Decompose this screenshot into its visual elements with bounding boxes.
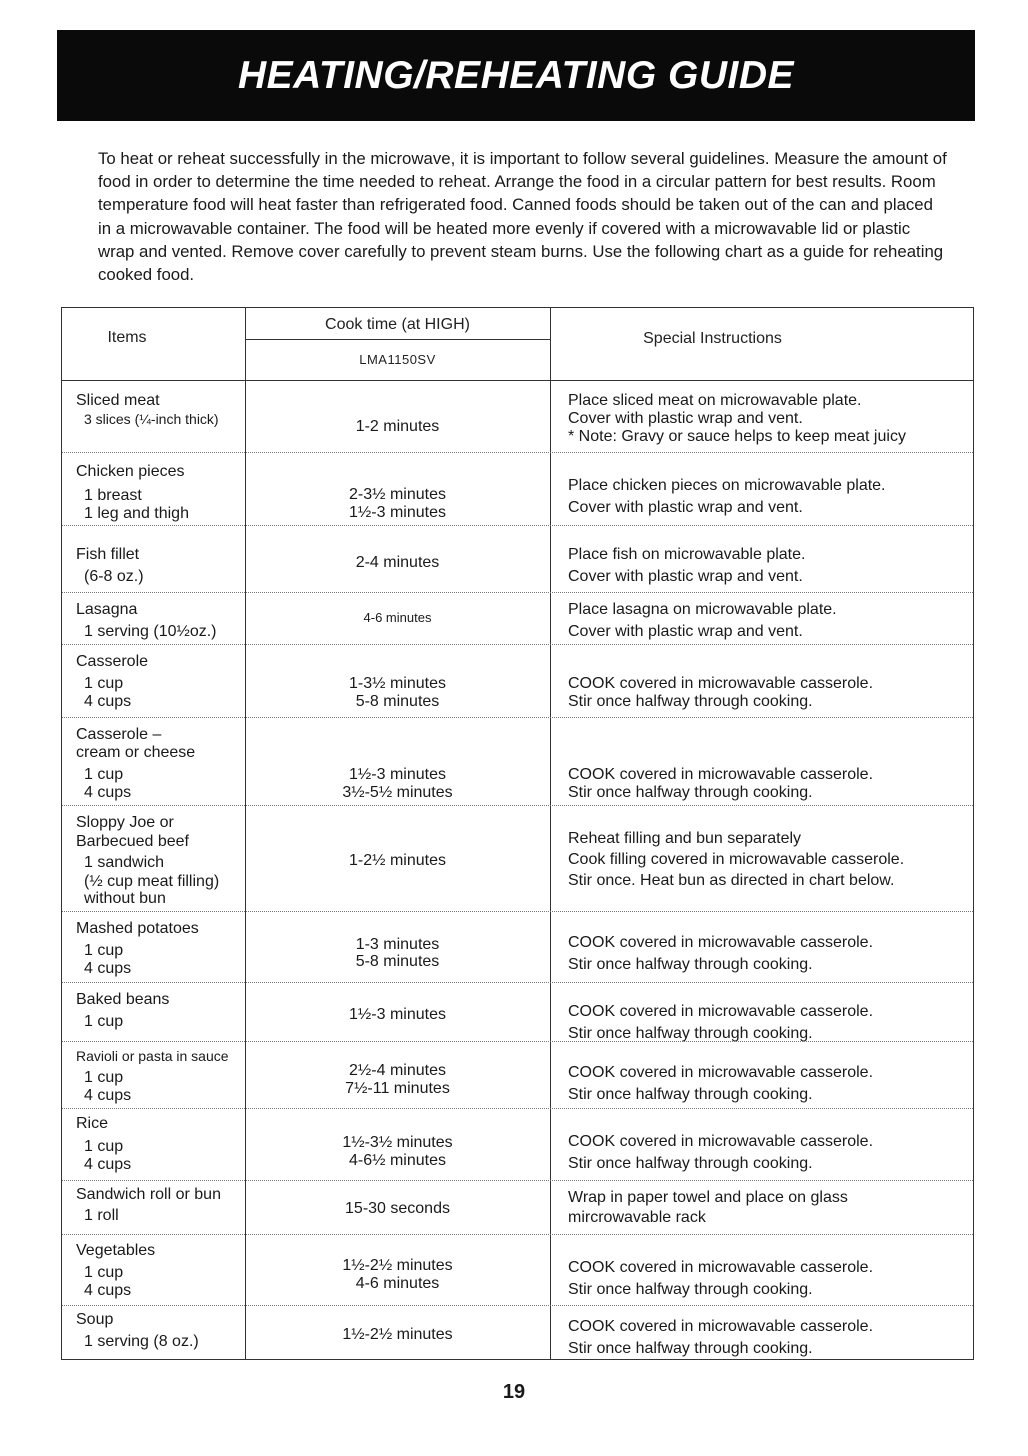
header-model: LMA1150SV <box>359 352 436 367</box>
special-instruction: Reheat filling and bun separately <box>568 830 802 847</box>
cook-time: 4-6 minutes <box>355 1275 440 1292</box>
table-row <box>62 983 973 1042</box>
cook-time: 1-2 minutes <box>355 418 440 435</box>
item-detail: 1 leg and thigh <box>84 505 189 522</box>
header-cook-time: Cook time (at HIGH) <box>325 316 470 333</box>
item-name: Sliced meat <box>76 392 160 409</box>
cook-time: 5-8 minutes <box>355 693 440 710</box>
table-row <box>62 1306 973 1359</box>
cook-time: 1½-3 minutes <box>349 504 446 521</box>
special-instruction: COOK covered in microwavable casserole. <box>568 675 874 692</box>
item-detail: 1 cup <box>84 942 124 959</box>
item-detail: 1 serving (10½oz.) <box>84 623 217 640</box>
title-banner <box>57 30 975 121</box>
item-name: Chicken pieces <box>76 463 185 480</box>
special-instruction: Place lasagna on microwavable plate. <box>568 601 837 618</box>
item-detail: 4 cups <box>84 1282 132 1299</box>
cook-time: 15-30 seconds <box>345 1200 450 1217</box>
cook-time: 5-8 minutes <box>355 953 440 970</box>
special-instruction: COOK covered in microwavable casserole. <box>568 766 874 783</box>
special-instruction: Stir once halfway through cooking. <box>568 1281 813 1298</box>
cook-time: 2-4 minutes <box>355 554 440 571</box>
item-detail: 4 cups <box>84 960 132 977</box>
item-detail: 1 cup <box>84 1013 124 1030</box>
item-name: Fish fillet <box>76 546 140 563</box>
table-row <box>62 1235 973 1306</box>
table-row <box>62 593 973 645</box>
cook-time: 7½-11 minutes <box>345 1080 450 1097</box>
item-detail: 1 sandwich <box>84 854 165 871</box>
cook-time: 2-3½ minutes <box>349 486 446 503</box>
table-row <box>62 645 973 718</box>
special-instruction: COOK covered in microwavable casserole. <box>568 1259 874 1276</box>
special-instruction: Cover with plastic wrap and vent. <box>568 410 803 427</box>
special-instruction: COOK covered in microwavable casserole. <box>568 1318 874 1335</box>
item-name: Casserole – <box>76 726 162 743</box>
special-instruction: COOK covered in microwavable casserole. <box>568 934 874 951</box>
cook-time: 1½-2½ minutes <box>342 1326 453 1343</box>
item-detail: 1 cup <box>84 1138 124 1155</box>
table-row <box>62 912 973 983</box>
item-name: Sloppy Joe or <box>76 814 174 831</box>
cook-time: 1-3½ minutes <box>349 675 446 692</box>
special-instruction: Stir once halfway through cooking. <box>568 693 813 710</box>
special-instruction: Wrap in paper towel and place on glass <box>568 1189 848 1206</box>
item-name: Ravioli or pasta in sauce <box>76 1048 229 1064</box>
cook-time: 1½-3½ minutes <box>342 1134 453 1151</box>
item-detail: 4 cups <box>84 693 132 710</box>
item-detail: (½ cup meat filling) <box>84 873 220 890</box>
page-title: HEATING/REHEATING GUIDE <box>237 53 795 97</box>
page-number: 19 <box>502 1381 526 1403</box>
header-special-instructions: Special Instructions <box>643 330 782 347</box>
special-instruction: Place sliced meat on microwavable plate. <box>568 392 862 409</box>
item-detail: cream or cheese <box>76 744 196 761</box>
table-row <box>62 718 973 806</box>
item-detail: 1 cup <box>84 675 124 692</box>
special-instruction: Cover with plastic wrap and vent. <box>568 568 803 585</box>
item-detail: (6-8 oz.) <box>84 568 144 585</box>
item-name: Soup <box>76 1311 114 1328</box>
item-name: Lasagna <box>76 601 138 618</box>
item-name: Vegetables <box>76 1242 156 1259</box>
special-instruction: mircrowavable rack <box>568 1209 706 1226</box>
item-name: Casserole <box>76 653 149 670</box>
table-row <box>62 1042 973 1109</box>
item-name: Mashed potatoes <box>76 920 199 937</box>
table-row <box>62 1109 973 1181</box>
cook-time: 4-6½ minutes <box>349 1152 446 1169</box>
item-detail: 3 slices (¼-inch thick) <box>84 411 219 427</box>
item-name: Baked beans <box>76 991 170 1008</box>
item-detail: 1 breast <box>84 487 142 504</box>
cook-time: 1-3 minutes <box>355 936 440 953</box>
special-instruction: Stir once. Heat bun as directed in chart below. <box>568 872 895 889</box>
special-instruction: Stir once halfway through cooking. <box>568 784 813 801</box>
header-items: Items <box>107 329 147 346</box>
special-instruction: * Note: Gravy or sauce helps to keep meat juicy <box>568 428 906 445</box>
special-instruction: Stir once halfway through cooking. <box>568 1086 813 1103</box>
cook-time: 2½-4 minutes <box>349 1062 446 1079</box>
item-detail: 1 cup <box>84 766 124 783</box>
special-instruction: Stir once halfway through cooking. <box>568 1025 813 1042</box>
item-detail: Barbecued beef <box>76 833 189 850</box>
cook-time: 4-6 minutes <box>363 610 432 625</box>
special-instruction: Stir once halfway through cooking. <box>568 956 813 973</box>
special-instruction: Place chicken pieces on microwavable plate. <box>568 477 886 494</box>
item-detail: 1 roll <box>84 1207 119 1224</box>
table-row <box>62 526 973 593</box>
header-divider <box>245 339 550 340</box>
reheating-table <box>61 307 974 1360</box>
special-instruction: Place fish on microwavable plate. <box>568 546 806 563</box>
table-row <box>62 453 973 526</box>
special-instruction: Stir once halfway through cooking. <box>568 1155 813 1172</box>
intro-paragraph: To heat or reheat successfully in the microwave, it is important to follow several guidelines. Measure the amount of food in order to determine the time needed to reheat. Arrange the food in a circular pattern for best results. Room temperature food will heat faster than refrigerated food. Canned foods should be taken out of the can and placed in a microwavable container. The food will be heated more evenly if covered with a microwavable lid or plastic wrap and vented. Remove cover carefully to prevent steam burns. Use the following chart as a guide for reheating cooked food. <box>98 149 947 285</box>
item-detail: without bun <box>84 890 166 907</box>
table-row <box>62 806 973 912</box>
item-name: Sandwich roll or bun <box>76 1186 221 1203</box>
item-detail: 4 cups <box>84 1156 132 1173</box>
cook-time: 1-2½ minutes <box>349 852 446 869</box>
special-instruction: COOK covered in microwavable casserole. <box>568 1003 874 1020</box>
special-instruction: Stir once halfway through cooking. <box>568 1340 813 1357</box>
special-instruction: COOK covered in microwavable casserole. <box>568 1133 874 1150</box>
item-detail: 4 cups <box>84 1087 132 1104</box>
cook-time: 1½-3 minutes <box>349 1006 446 1023</box>
cook-time: 1½-2½ minutes <box>342 1257 453 1274</box>
special-instruction: Cook filling covered in microwavable casserole. <box>568 851 905 868</box>
item-detail: 4 cups <box>84 784 132 801</box>
item-detail: 1 cup <box>84 1069 124 1086</box>
item-detail: 1 cup <box>84 1264 124 1281</box>
cook-time: 3½-5½ minutes <box>342 784 453 801</box>
table-row <box>62 380 973 453</box>
special-instruction: Cover with plastic wrap and vent. <box>568 623 803 640</box>
cook-time: 1½-3 minutes <box>349 766 446 783</box>
table-row <box>62 1181 973 1235</box>
special-instruction: Cover with plastic wrap and vent. <box>568 499 803 516</box>
item-detail: 1 serving (8 oz.) <box>84 1333 199 1350</box>
item-name: Rice <box>76 1115 109 1132</box>
special-instruction: COOK covered in microwavable casserole. <box>568 1064 874 1081</box>
